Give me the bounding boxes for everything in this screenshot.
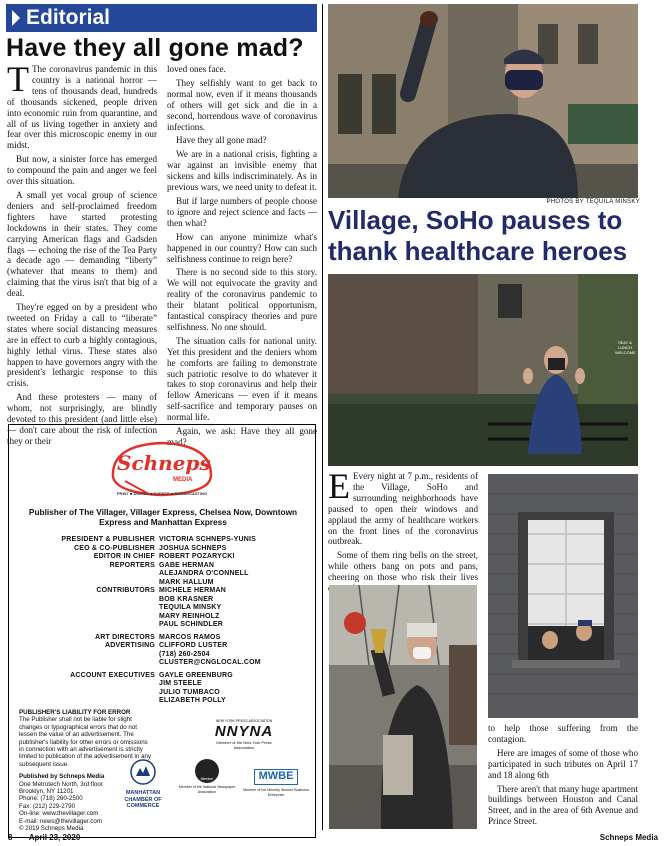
staff-name: JIM STEELE xyxy=(159,680,202,687)
staff-name: MARK HALLUM xyxy=(159,578,214,586)
staff-name: GABE HERMAN xyxy=(159,561,215,569)
paragraph: to help those suffering from the contagion. xyxy=(488,723,638,744)
staff-row xyxy=(9,634,315,643)
staff-role: ART DIRECTORS xyxy=(94,633,155,641)
nna-badge: Member Member of the National Newspaper Association xyxy=(177,759,237,794)
staff-role: CEO & CO-PUBLISHER xyxy=(74,544,155,552)
nnyna-badge: NEW YORK PRESS ASSOCIATION NNYNA Member of the New York Press Association xyxy=(209,719,279,750)
paragraph: There aren't that many huge apartment buildings between Houston and Canal Street, and in the area of 6th Avenue and Prince Street. xyxy=(488,783,638,827)
staff-name: ALEJANDRA O'CONNELL xyxy=(159,570,249,577)
staff-names xyxy=(159,672,315,706)
staff-name: BOB KRASNER xyxy=(159,595,214,603)
paragraph: But now, a sinister force has emerged to compound the pain and anger we feel over this situation. xyxy=(7,154,157,187)
address-line: © 2019 Schneps Media xyxy=(19,825,84,833)
footer-brand: Schneps Media xyxy=(599,833,658,842)
page-footer xyxy=(8,833,658,842)
staff-names xyxy=(159,553,315,562)
logo-text: Schneps xyxy=(117,451,211,475)
masthead-box xyxy=(8,424,316,838)
mwbe-badge: MWBE Member of the Minority Women Business Enterprise xyxy=(243,770,309,797)
staff-name: CLUSTER@CNGLOCAL.COM xyxy=(159,659,261,666)
staff-role: ADVERTISING xyxy=(104,642,155,649)
editorial-column-2 xyxy=(167,64,317,451)
editorial-headline: Have they all gone mad? xyxy=(6,34,304,62)
village-headline: Village, SoHo pauses to thank healthcare heroes xyxy=(328,205,628,266)
paragraph: They're egged on by a president who tweeted on Friday a call to “liberate” states where social distancing measures are in effect to curb a highly contagious, highly lethal virus. These states also happen to have governors angry with the president's lethargic response to this crisis. xyxy=(7,302,157,389)
staff-role: REPORTERS xyxy=(109,561,155,569)
staff-name: VICTORIA SCHNEPS-YUNIS xyxy=(159,536,256,543)
paragraph: Again, we ask: Have they all gone mad? xyxy=(167,426,317,447)
staff-list xyxy=(9,536,315,706)
logo-tagline: PRINT ■ DIGITAL ■ EVENTS ■ BROADCASTING xyxy=(116,491,208,496)
paragraph: And these protesters — many of whom, not surprisingly, are blindly devoted to this president (and little else) — don't care about the risk of infection they or their xyxy=(7,392,157,446)
mwbe-logo: MWBE xyxy=(254,769,298,785)
staff-row xyxy=(9,672,315,706)
editorial-column-1 xyxy=(7,59,157,450)
staff-name: GAYLE GREENBURG xyxy=(159,671,233,679)
paragraph: T The coronavirus pandemic in this country is a national horror — tens of thousands dead, hundreds of thousands sickened, people driven into economic ruin from quarantine, and all of us living together in anxiety and fear over this microscopic enemy in our midst. xyxy=(7,59,157,151)
staff-name: ROBERT POZARYCKI xyxy=(159,553,235,560)
staff-names xyxy=(159,545,315,554)
section-banner xyxy=(6,4,317,32)
staff-name: CLIFFORD LUSTER xyxy=(159,642,228,649)
address-line: Fax: (212) 229-2790 xyxy=(19,802,76,810)
staff-name: PAUL SCHINDLER xyxy=(159,621,223,628)
staff-name: MICHELE HERMAN xyxy=(159,587,226,594)
nnyna-logo: NNYNA xyxy=(214,723,274,740)
liability-text: The Publisher shall not be liable for slight changes or typographical errors that do not lessen the value of an advertisement. The publisher's liability for other errors or omissions in connection with an advertisement is strictly limited to publication of the advertisement in any subsequent issue. xyxy=(19,716,152,768)
liability-title: PUBLISHER'S LIABILITY FOR ERROR xyxy=(19,709,131,716)
staff-name: MARY REINHOLZ xyxy=(159,612,220,620)
photo-window-neighbors xyxy=(488,474,638,718)
staff-row xyxy=(9,536,315,545)
publisher-line: Publisher of The Villager, Villager Express, Chelsea Now, Downtown Express and Manhattan Express xyxy=(28,507,298,527)
paragraph: We are in a national crisis, fighting a war against an invisible enemy that sickens and kills indiscriminately. As in previous wars, we need unity to defeat it. xyxy=(167,149,317,193)
paragraph: A small yet vocal group of science deniers and self-proclaimed freedom fighters have started protesting lockdowns in their states. They come carrying American flags and Gadsden flags — echoing the rise of the Tea Party a decade ago — demanding “liberty” (whatever that means to them) and claiming that the virus isn't that big of a deal. xyxy=(7,189,157,299)
staff-role: CONTRIBUTORS xyxy=(96,587,155,594)
staff-name: JULIO TUMBACO xyxy=(159,688,220,696)
chamber-icon xyxy=(130,759,156,785)
staff-role: PRESIDENT & PUBLISHER xyxy=(61,536,155,543)
staff-names xyxy=(159,562,315,588)
photo-woman-clapping xyxy=(328,274,638,466)
column-divider xyxy=(322,4,323,830)
staff-names xyxy=(159,536,315,545)
address-line: Phone: (718) 260-2500 xyxy=(19,795,83,803)
paragraph: There is no second side to this story. We will not equivocate the gravity and reality of the coronavirus pandemic to their blatant political opportunism, fantastical conspiracy theories and pure selfishness. No one should. xyxy=(167,267,317,332)
village-column-1 xyxy=(328,466,478,597)
staff-name: JOSHUA SCHNEPS xyxy=(159,544,227,552)
staff-name: TEQUILA MINSKY xyxy=(159,604,222,611)
staff-row xyxy=(9,545,315,554)
staff-row xyxy=(9,562,315,588)
photo-man-with-bell xyxy=(329,585,477,829)
address-line: One Metrotech North, 3rd floor xyxy=(19,780,103,788)
shop-sign: SEAT & LUNCH WELCOME xyxy=(615,340,636,355)
logo-subtext: MEDIA xyxy=(173,477,193,483)
page-number: 8 xyxy=(8,833,13,842)
paragraph: E Every night at 7 p.m., residents of the Village, SoHo and surrounding neighborhoods have paused to open their windows and applaud the army of healthcare workers on the front lines of the coronavirus outbreak. xyxy=(328,466,478,547)
staff-role: EDITOR IN CHIEF xyxy=(93,553,155,560)
paragraph: Here are images of some of those who participated in such tributes on April 17 and 18 along 6th xyxy=(488,747,638,780)
staff-names xyxy=(159,634,315,643)
issue-date: April 23, 2020 xyxy=(28,833,81,842)
paragraph: They selfishly want to get back to normal now, even if it means thousands of others will get sick and die in a second, horrendous wave of coronavirus infections. xyxy=(167,77,317,132)
paragraph: loved ones face. xyxy=(167,64,226,74)
paragraph: The situation calls for national unity. Yet this president and the deniers whom he comforts are failing to demonstrate such patriotic resolve to do whatever it takes to stop coronavirus and help their fellow Americans — even if it means self-sacrifice and temporary pauses on normal life. xyxy=(167,335,317,423)
address-line: Brooklyn, NY 11201 xyxy=(19,788,74,796)
paragraph: How can anyone minimize what's happened in our country? How can such selfishness continue to reign here? xyxy=(167,231,317,264)
nna-seal-icon: Member xyxy=(195,759,219,783)
photo-credit: PHOTOS BY TEQUILA MINSKY xyxy=(546,199,640,205)
staff-row xyxy=(9,587,315,630)
staff-name: MARCOS RAMOS xyxy=(159,633,221,641)
paragraph: Some of them ring bells on the street, while others bang on pots and pans, cheering on those who risk their lives xyxy=(328,550,478,583)
section-label: Editorial xyxy=(26,6,111,29)
staff-name: (718) 260-2504 xyxy=(159,650,210,658)
paragraph: But if large numbers of people choose to ignore and reject science and facts — then what? xyxy=(167,195,317,228)
staff-row xyxy=(9,642,315,668)
staff-names xyxy=(159,587,315,630)
drop-cap: E xyxy=(328,466,350,506)
village-column-2 xyxy=(488,723,638,830)
photo-man-waving xyxy=(328,4,638,198)
chamber-badge: MANHATTAN CHAMBER OF COMMERCE xyxy=(121,759,165,837)
address-line: On-line: www.thevillager.com xyxy=(19,810,99,818)
drop-cap: T xyxy=(7,59,29,99)
staff-row xyxy=(9,553,315,562)
schneps-logo xyxy=(107,437,217,505)
staff-name: ELIZABETH POLLY xyxy=(159,697,226,704)
paragraph: Have they all gone mad? xyxy=(176,135,267,146)
staff-names xyxy=(159,642,315,668)
address-line: E-mail: news@thevillager.com xyxy=(19,817,102,825)
arrow-icon xyxy=(12,10,20,26)
staff-role: ACCOUNT EXECUTIVES xyxy=(70,671,155,679)
published-by: Published by Schneps Media xyxy=(19,773,105,781)
